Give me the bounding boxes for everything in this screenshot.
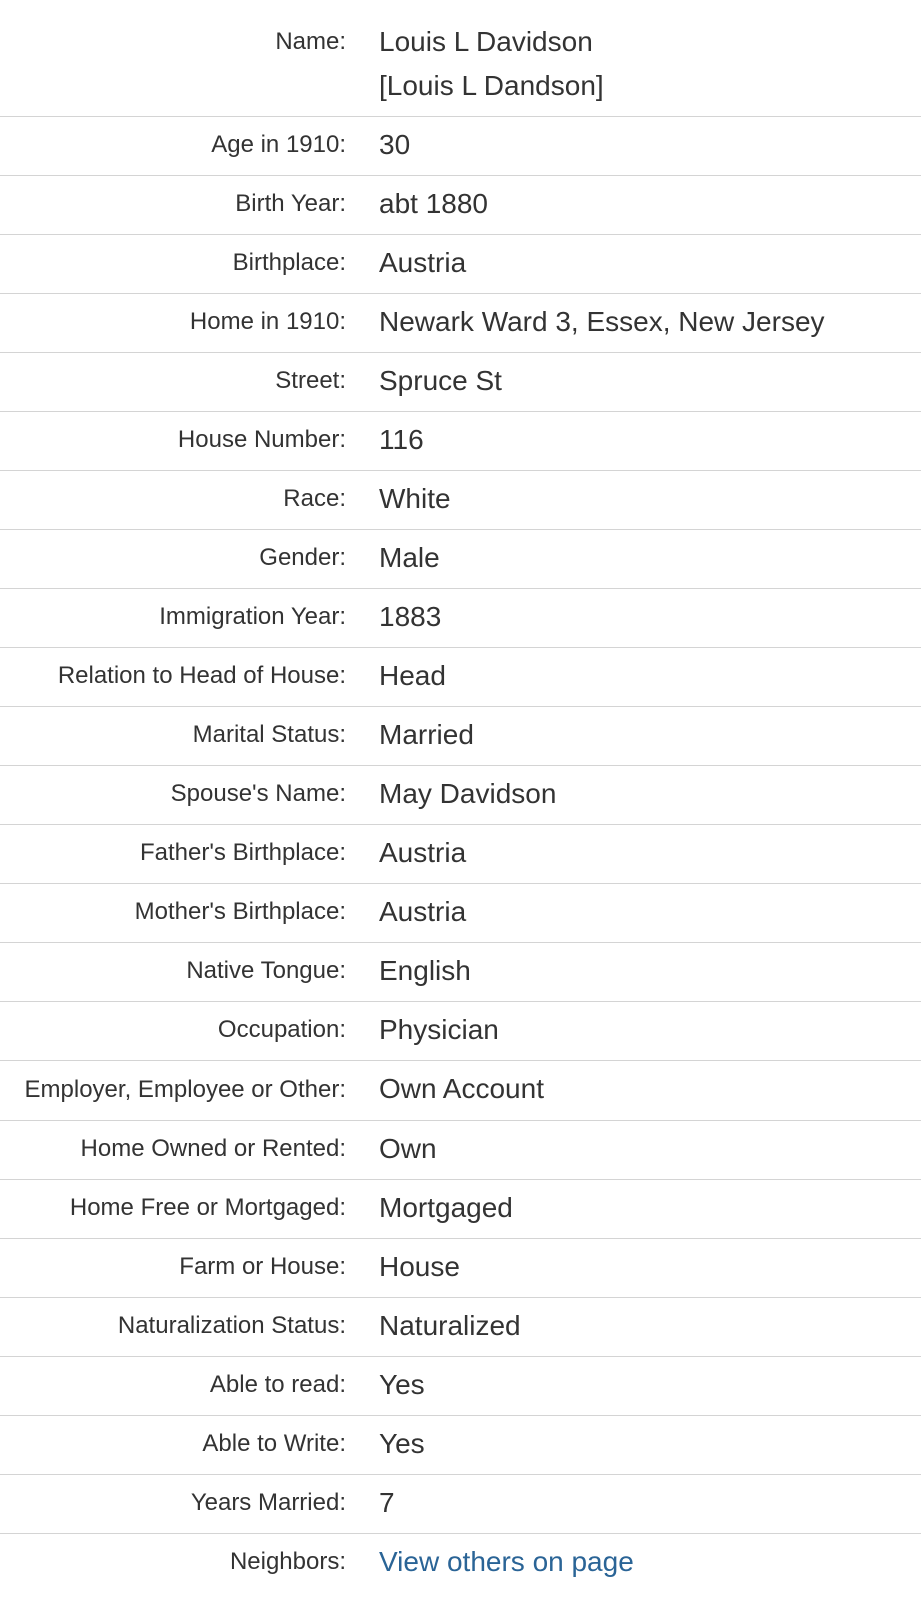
record-row-house-number xyxy=(0,412,921,471)
record-value: 1883 xyxy=(379,601,442,632)
record-value: 116 xyxy=(379,424,424,455)
record-label: Able to Write: xyxy=(202,1430,346,1457)
record-value: abt 1880 xyxy=(379,188,488,219)
record-row-farm-or-house xyxy=(0,1239,921,1298)
record-row-occupation xyxy=(0,1002,921,1061)
record-label: Marital Status: xyxy=(192,721,346,748)
record-label: Home Owned or Rented: xyxy=(80,1135,346,1162)
record-row-immigration-year xyxy=(0,589,921,648)
record-value: Own Account xyxy=(379,1073,544,1104)
record-row-relation xyxy=(0,648,921,707)
record-row-mother-birthplace xyxy=(0,884,921,943)
record-row-employer xyxy=(0,1061,921,1121)
record-value: Mortgaged xyxy=(379,1192,513,1223)
record-row-years-married xyxy=(0,1475,921,1534)
record-label: Birth Year: xyxy=(235,190,346,217)
record-value: House xyxy=(379,1251,460,1282)
record-label: Race: xyxy=(283,485,346,512)
record-row-name xyxy=(0,0,921,117)
record-label: Neighbors: xyxy=(229,1548,346,1575)
record-row-birth-year xyxy=(0,176,921,235)
record-row-birthplace xyxy=(0,235,921,294)
record-row-race xyxy=(0,471,921,530)
record-value: Own xyxy=(379,1133,437,1164)
record-label: Relation to Head of House: xyxy=(57,662,346,689)
view-others-on-page-link[interactable]: View others on page xyxy=(379,1546,634,1577)
record-value: White xyxy=(379,483,451,514)
record-label: Spouse's Name: xyxy=(170,780,346,807)
name-value: Louis L Davidson xyxy=(379,26,593,57)
record-value: Head xyxy=(379,660,446,691)
record-value xyxy=(346,0,921,117)
record-value: Married xyxy=(379,719,474,750)
record-label: Street: xyxy=(275,367,346,394)
name-label: Name: xyxy=(275,28,346,55)
record-label: Home Free or Mortgaged: xyxy=(69,1194,346,1221)
record-value: 30 xyxy=(379,129,411,160)
record-label: Gender: xyxy=(259,544,346,571)
record-value: Spruce St xyxy=(379,365,502,396)
record-row-home-owned xyxy=(0,1121,921,1180)
record-value: Austria xyxy=(379,247,467,278)
record-row-home xyxy=(0,294,921,353)
record-label: Immigration Year: xyxy=(159,603,346,630)
record-value: English xyxy=(379,955,471,986)
record-label: Home in 1910: xyxy=(189,308,346,335)
record-label: Naturalization Status: xyxy=(117,1312,346,1339)
record-value: Yes xyxy=(379,1369,425,1400)
record-label: House Number: xyxy=(177,426,346,453)
record-value: May Davidson xyxy=(379,778,557,809)
record-value: Naturalized xyxy=(379,1310,521,1341)
record-row-marital-status xyxy=(0,707,921,766)
record-label: Father's Birthplace: xyxy=(139,839,346,866)
record-row-able-to-read xyxy=(0,1357,921,1416)
record-label xyxy=(0,0,346,117)
record-label: Years Married: xyxy=(190,1489,346,1516)
record-value: Physician xyxy=(379,1014,499,1045)
record-row-age xyxy=(0,117,921,176)
name-alternate-value: [Louis L Dandson] xyxy=(379,70,604,101)
record-value: Austria xyxy=(379,837,467,868)
record-value: Austria xyxy=(379,896,467,927)
record-row-native-tongue xyxy=(0,943,921,1002)
record-row-gender xyxy=(0,530,921,589)
record-value xyxy=(346,1534,921,1593)
record-label: Mother's Birthplace: xyxy=(134,898,346,925)
record-label: Occupation: xyxy=(217,1016,346,1043)
record-row-home-free xyxy=(0,1180,921,1239)
record-value: Male xyxy=(379,542,440,573)
record-row-street xyxy=(0,353,921,412)
record-label: Birthplace: xyxy=(232,249,346,276)
record-label: Native Tongue: xyxy=(186,957,346,984)
record-label: Farm or House: xyxy=(179,1253,346,1280)
record-label: Able to read: xyxy=(209,1371,346,1398)
record-label: Employer, Employee or Other: xyxy=(24,1076,346,1103)
record-row-neighbors xyxy=(0,1534,921,1593)
record-row-spouse xyxy=(0,766,921,825)
record-value: 7 xyxy=(379,1487,395,1518)
record-row-able-to-write xyxy=(0,1416,921,1475)
record-row-naturalization xyxy=(0,1298,921,1357)
record-value: Yes xyxy=(379,1428,425,1459)
record-label: Age in 1910: xyxy=(211,131,346,158)
record-row-father-birthplace xyxy=(0,825,921,884)
record-value: Newark Ward 3, Essex, New Jersey xyxy=(379,306,825,337)
